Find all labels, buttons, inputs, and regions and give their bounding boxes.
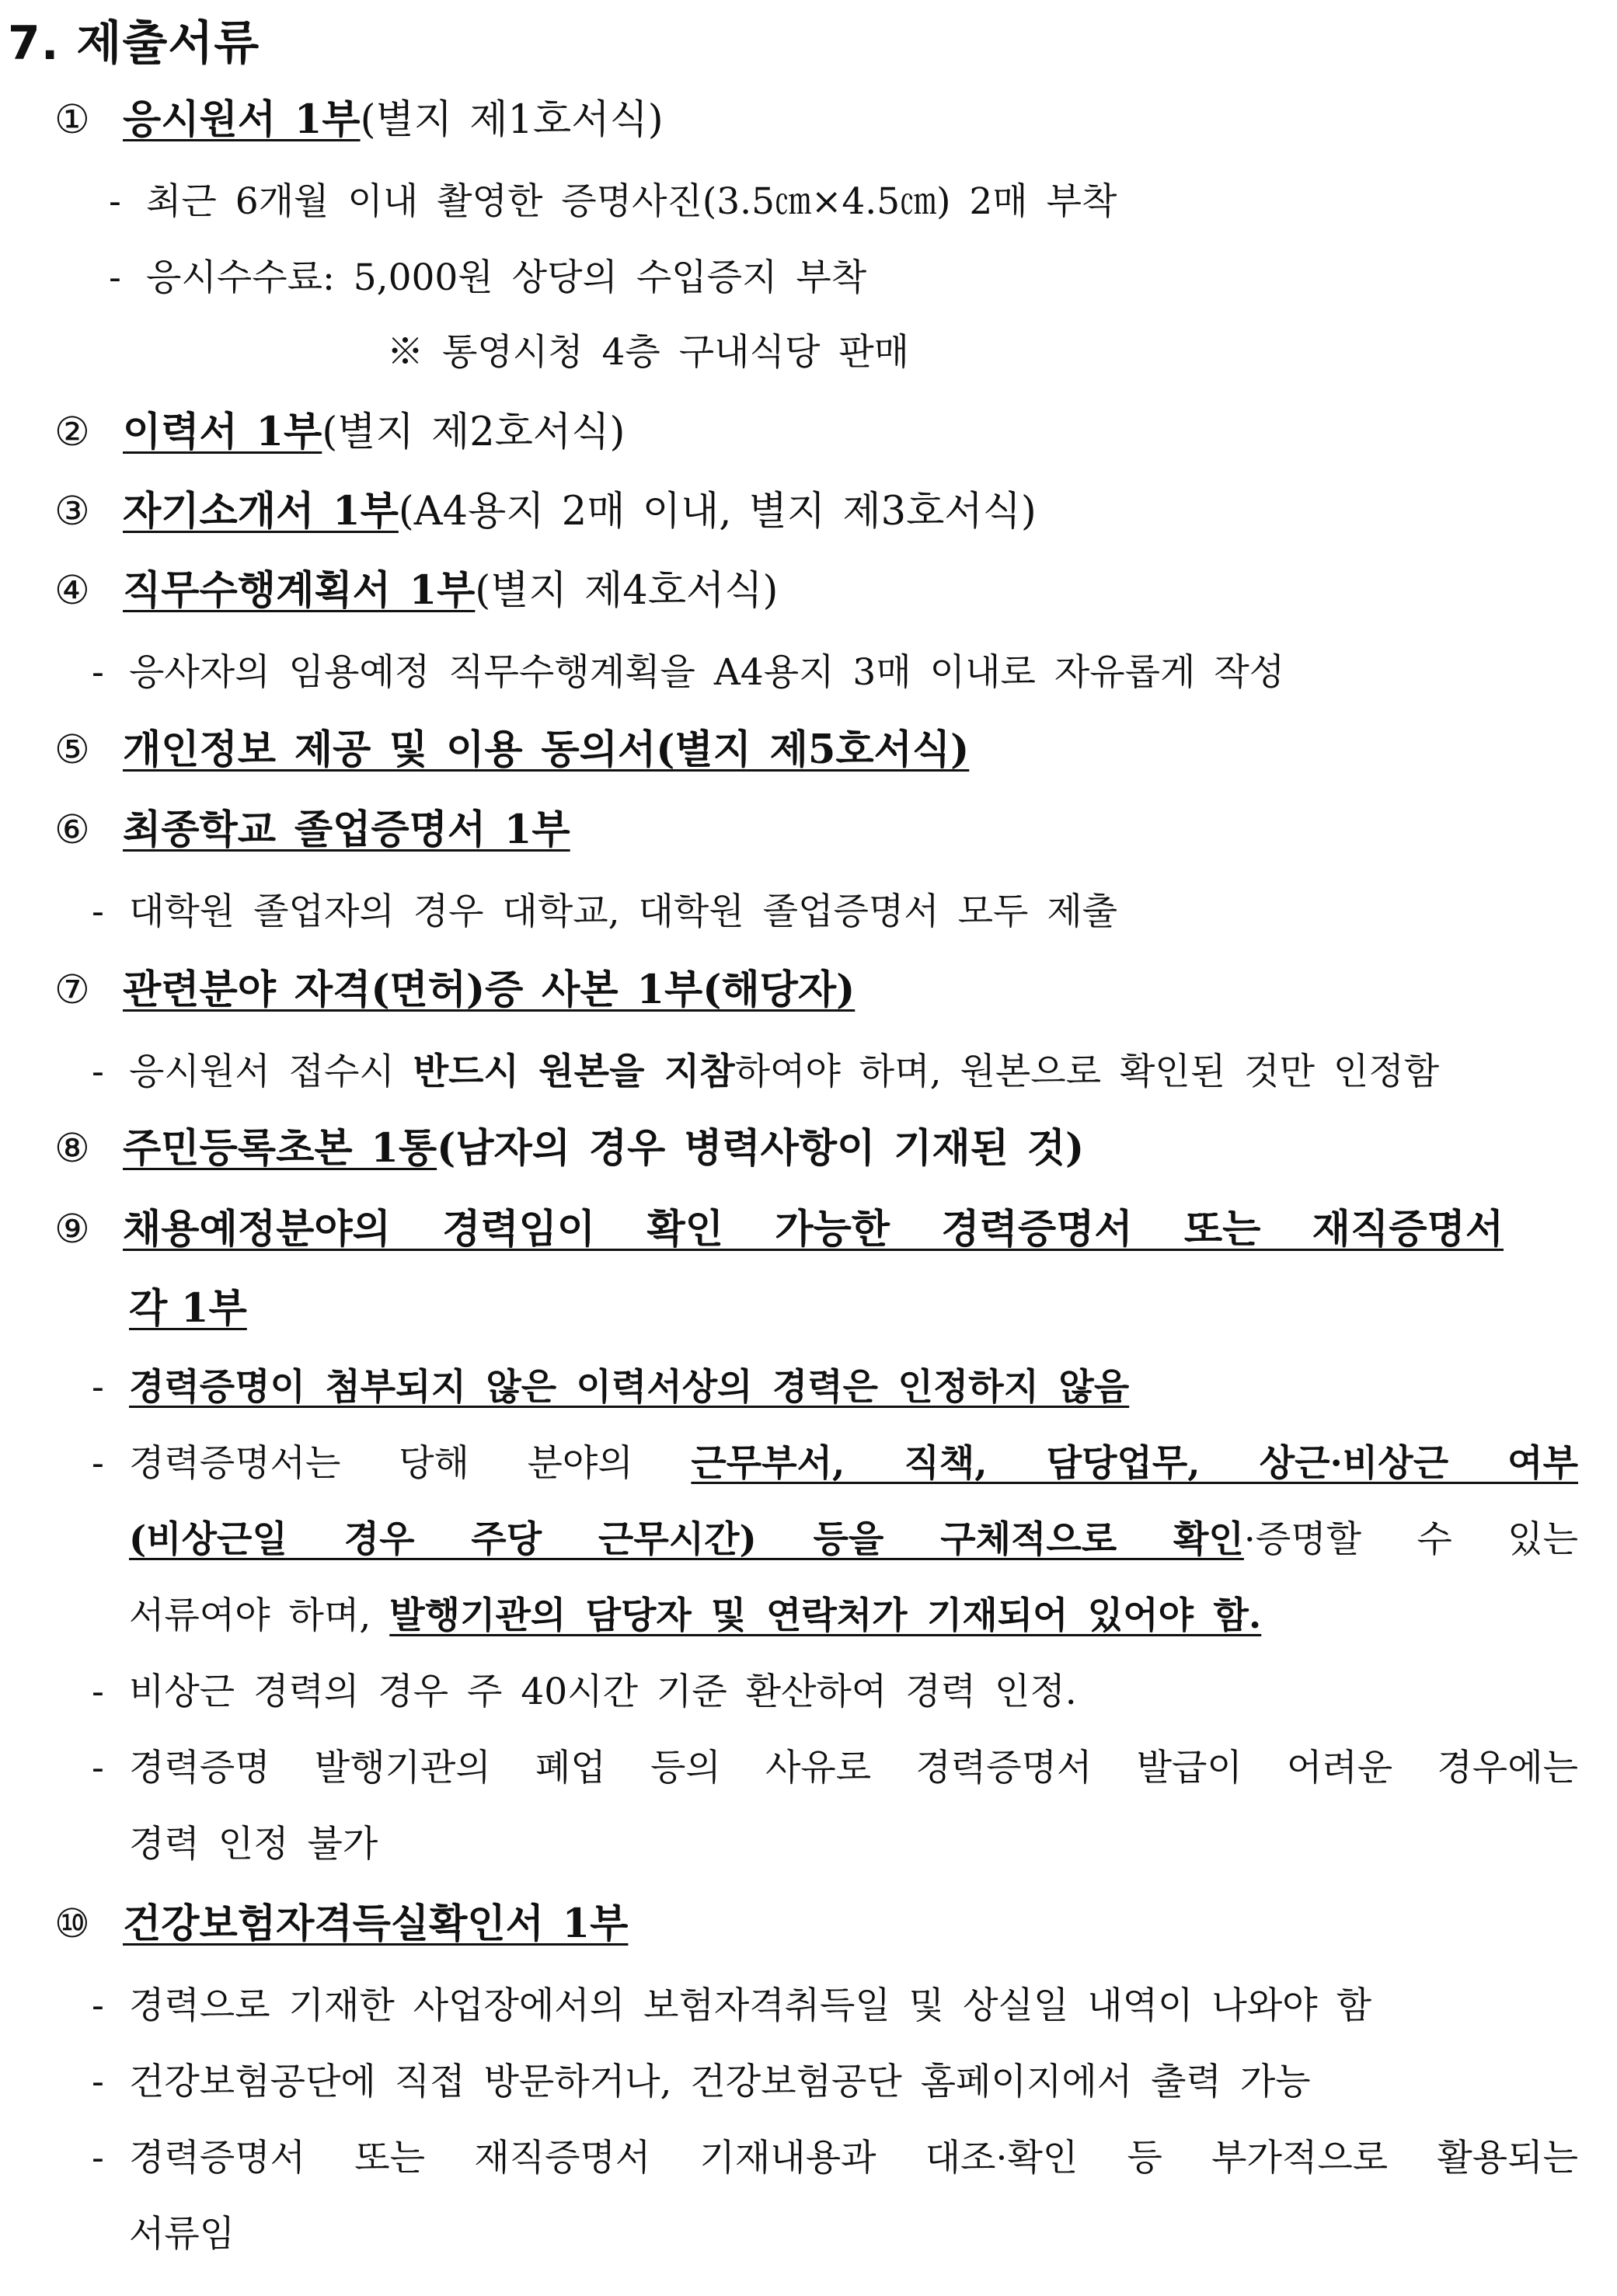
sub-item: - 대학원 졸업자의 경우 대학교, 대학원 졸업증명서 모두 제출 [92, 890, 1118, 933]
item-4: ④ 직무수행계획서 1부(별지 제4호서식) [54, 567, 779, 614]
item-note: (별지 제1호서식) [360, 97, 664, 143]
item-title: 응시원서 1부 [123, 96, 361, 143]
sub-item-continued: 서류임 [129, 2213, 235, 2256]
sub-item-continued: (비상근일 경우 주당 근무시간) 등을 구체적으로 확인·증명할 수 있는 [129, 1518, 1579, 1561]
sub-item: - 경력증명서는 당해 분야의 근무부서, 직책, 담당업무, 상근·비상근 여부 [92, 1442, 1578, 1485]
item-1 [54, 96, 664, 144]
sub-item: - 최근 6개월 이내 촬영한 증명사진(3.5㎝×4.5㎝) 2매 부착 [109, 180, 1117, 223]
item-7: ⑦ 관련분야 자격(면허)증 사본 1부(해당자) [54, 967, 856, 1013]
sub-item: - 비상근 경력의 경우 주 40시간 기준 환산하여 경력 인정. [92, 1671, 1077, 1713]
sub-item: - 응사자의 임용예정 직무수행계획을 A4용지 3매 이내로 자유롭게 작성 [92, 651, 1285, 694]
item-8: ⑧ 주민등록초본 1통(남자의 경우 병력사항이 기재된 것) [54, 1125, 1085, 1172]
sub-item: - 경력증명서 또는 재직증명서 기재내용과 대조·확인 등 부가적으로 활용되는 [92, 2137, 1578, 2179]
sub-item: - 경력으로 기재한 사업장에서의 보험자격취득일 및 상실일 내역이 나와야 함 [92, 1984, 1371, 2027]
item-10: ⑩ 건강보험자격득실확인서 1부 [54, 1901, 629, 1947]
sub-item-continued: 서류여야 하며, 발행기관의 담당자 및 연락처가 기재되어 있어야 함. [129, 1594, 1262, 1637]
sub-item: - 응시원서 접수시 반드시 원본을 지참하여야 하며, 원본으로 확인된 것만 인정함 [92, 1050, 1440, 1093]
item-9-continued: 각 1부 [129, 1285, 247, 1332]
item-6: ⑥ 최종학교 졸업증명서 1부 [54, 807, 570, 853]
sub-item: - 응시수수료: 5,000원 상당의 수입증지 부착 [109, 256, 867, 299]
sub-item: - 경력증명 발행기관의 폐업 등의 사유로 경력증명서 발급이 어려운 경우에는 [92, 1747, 1578, 1789]
sub-item-continued: 경력 인정 불가 [129, 1823, 378, 1866]
item-5: ⑤ 개인정보 제공 및 이용 동의서(별지 제5호서식) [54, 726, 970, 773]
sub-item: - 건강보험공단에 직접 방문하거나, 건강보험공단 홈페이지에서 출력 가능 [92, 2061, 1311, 2103]
sub-note: ※ 통영시청 4층 구내식당 판매 [387, 331, 910, 374]
sub-item: - 경력증명이 첨부되지 않은 이력서상의 경력은 인정하지 않음 [92, 1366, 1130, 1409]
section-heading: 7. 제출서류 [8, 16, 260, 71]
item-number: ① [54, 97, 90, 143]
item-3: ③ 자기소개서 1부(A4용지 2매 이내, 별지 제3호서식) [54, 488, 1037, 535]
item-2: ② 이력서 1부(별지 제2호서식) [54, 409, 626, 455]
item-9: ⑨ 채용예정분야의 경력임이 확인 가능한 경력증명서 또는 재직증명서 [54, 1206, 1504, 1253]
